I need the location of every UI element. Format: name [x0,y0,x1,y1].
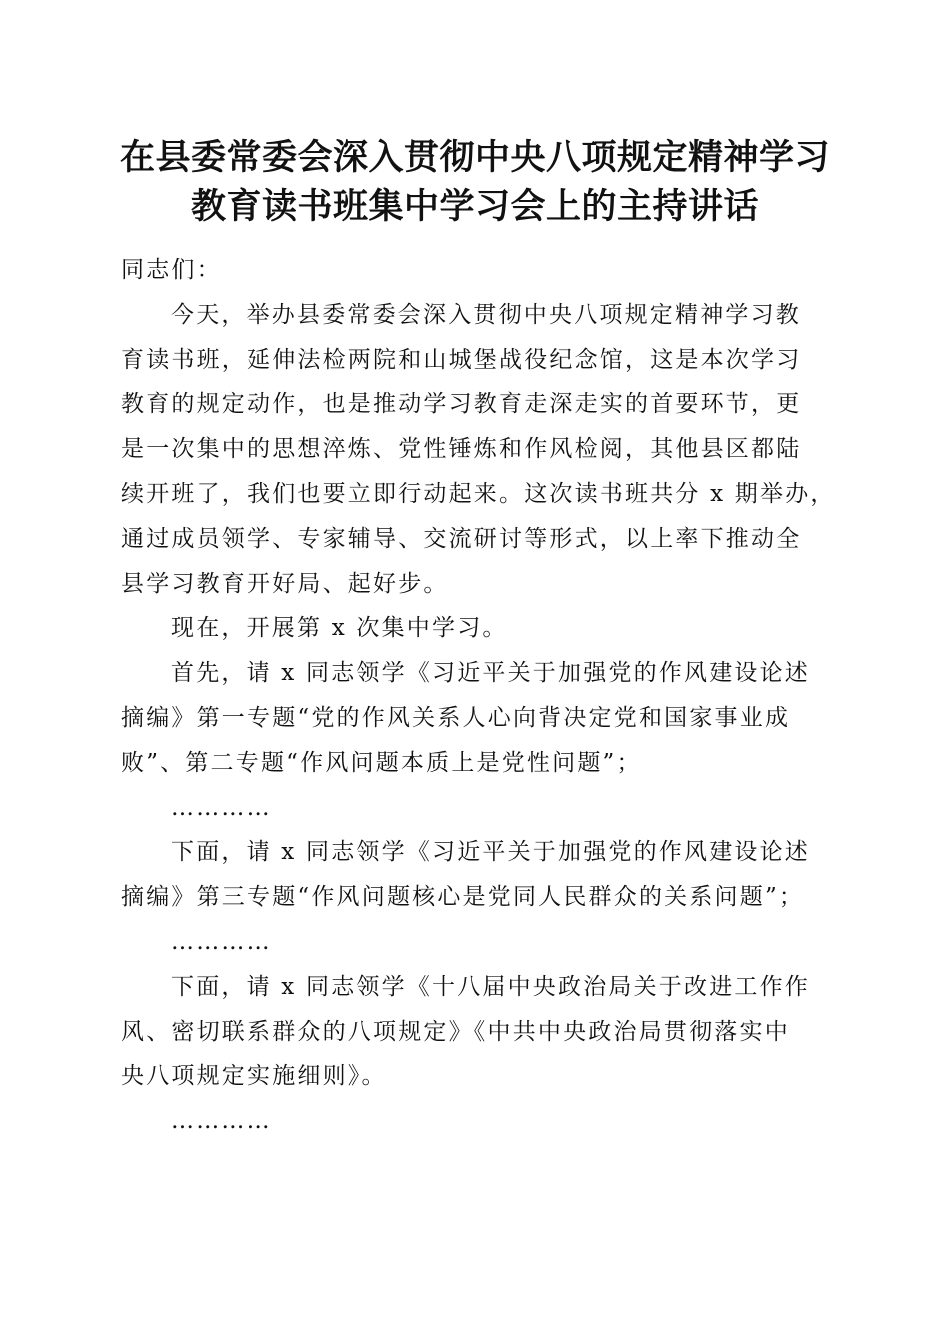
paragraph-line: 县学习教育开好局、起好步。 [121,570,449,597]
paragraph-line: 续开班了，我们也要立即行动起来。这次读书班共分 x 期举办， [121,480,836,507]
paragraph-line: 首先，请 x 同志领学《习近平关于加强党的作风建设论述 [171,660,810,687]
paragraph-line: 是一次集中的思想淬炼、党性锤炼和作风检阅，其他县区都陆 [121,436,802,463]
paragraph-line: 风、密切联系群众的八项规定》《中共中央政治局贯彻落实中 [121,1018,790,1045]
ellipsis-line: ………… [171,928,272,955]
title-line: 在县委常委会深入贯彻中央八项规定精神学习 [119,137,830,178]
document-title [100,133,850,231]
paragraph-line: 央八项规定实施细则》。 [121,1063,387,1090]
paragraph-line: 通过成员领学、专家辅导、交流研讨等形式，以上率下推动全 [121,525,802,552]
paragraph-line: 教育的规定动作，也是推动学习教育走深走实的首要环节，更 [121,391,802,418]
salutation: 同志们： [121,257,222,283]
paragraph-line: 下面，请 x 同志领学《习近平关于加强党的作风建设论述 [171,839,810,866]
paragraph-line: 育读书班，延伸法检两院和山城堡战役纪念馆，这是本次学习 [121,346,802,373]
paragraph-line: 现在，开展第 x 次集中学习。 [171,615,508,642]
ellipsis-line: ………… [171,794,272,821]
paragraph-line: 败”、第二专题“作风问题本质上是党性问题”； [121,749,642,776]
document-body [121,248,836,1144]
ellipsis-line: ………… [171,1108,272,1135]
paragraph-line: 今天，举办县委常委会深入贯彻中央八项规定精神学习教 [171,301,801,328]
paragraph-line: 摘编》第三专题“作风问题核心是党同人民群众的关系问题”； [121,884,805,911]
paragraph-line: 下面，请 x 同志领学《十八届中央政治局关于改进工作作 [171,973,810,1000]
title-line: 教育读书班集中学习会上的主持讲话 [190,186,759,227]
paragraph-line: 摘编》第一专题“党的作风关系人心向背决定党和国家事业成 [121,704,791,731]
